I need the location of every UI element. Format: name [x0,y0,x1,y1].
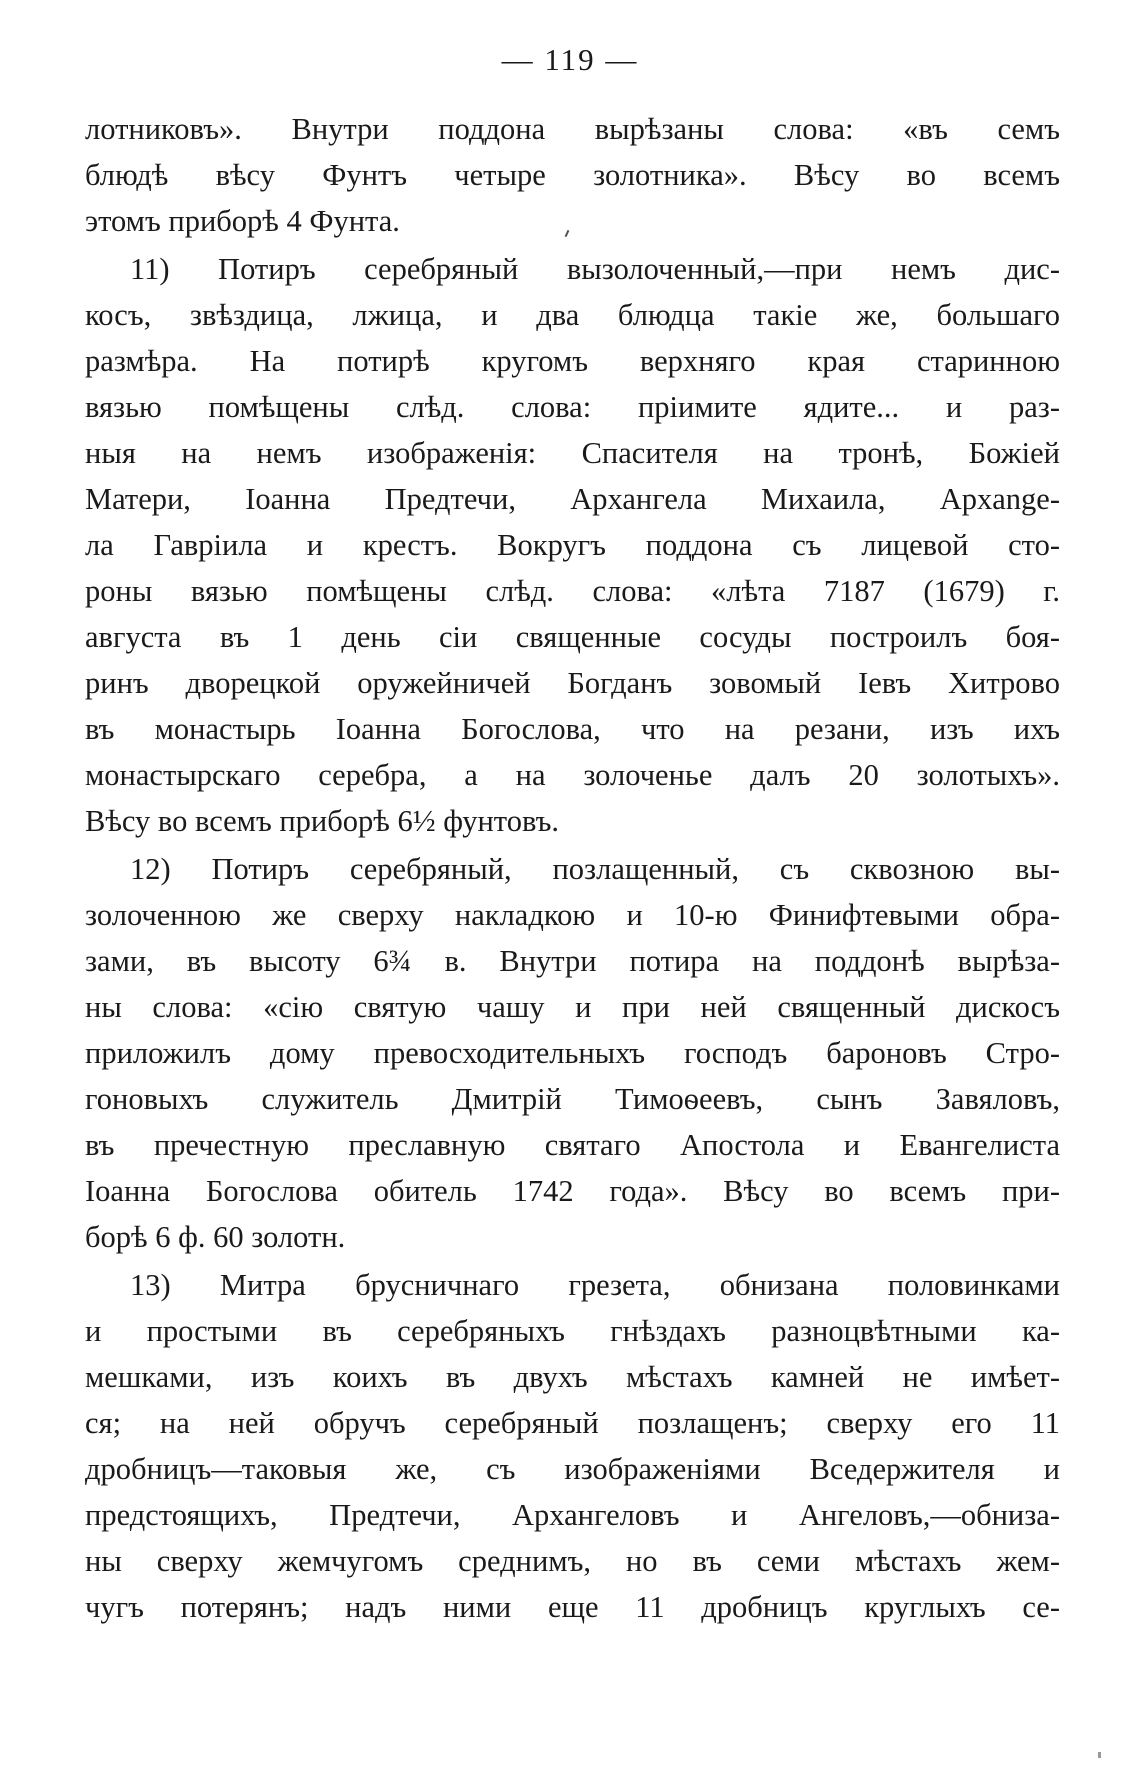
text-line: золоченною же сверху накладкою и 10-ю Финифтевыми обра- [85,898,1060,932]
text-line: чугъ потерянъ; надъ ними еще 11 дробницъ круглыхъ се- [85,1590,1060,1624]
text-line: 12) Потиръ серебряный, позлащенный, съ сквозною вы- [130,852,1060,886]
text-line: ныя на немъ изображенiя: Спасителя на тронѣ, Божiей [85,436,1060,470]
text-line: ны сверху жемчугомъ среднимъ, но въ семи мѣстахъ жем- [85,1544,1060,1578]
text-line: Вѣсу во всемъ приборѣ 6½ фунтовъ. [85,804,559,838]
text-line: ся; на ней обручъ серебряный позлащенъ; сверху его 11 [85,1406,1060,1440]
text-line: гоновыхъ служитель Дмитрiй Тимоѳеевъ, сынъ Завяловъ, [85,1082,1060,1116]
text-line: въ монастырь Iоанна Богослова, что на резани, изъ ихъ [85,712,1060,746]
text-line: размѣра. На потирѣ кругомъ верхняго края старинною [85,344,1060,378]
text-line: дробницъ—таковыя же, съ изображенiями Вседержителя и [85,1452,1060,1486]
text-line: Iоанна Богослова обитель 1742 года». Вѣсу во всемъ при- [85,1174,1060,1208]
text-line: приложилъ дому превосходительныхъ господъ бароновъ Стро- [85,1036,1060,1070]
text-line: лотниковъ». Внутри поддона вырѣзаны слова: «въ семъ [85,112,1060,146]
corner-mark [1098,1752,1101,1758]
text-line: ринъ дворецкой оружейничей Богданъ зовомый Iевъ Хитрово [85,666,1060,700]
text-line: борѣ 6 ф. 60 золотн. [85,1220,346,1254]
text-line: мешками, изъ коихъ въ двухъ мѣстахъ камней не имѣет- [85,1360,1060,1394]
text-line: предстоящихъ, Предтечи, Архангеловъ и Ангеловъ,—обниза- [85,1498,1060,1532]
text-line: въ пречестную преславную святаго Апостола и Евангелиста [85,1128,1060,1162]
text-line: ны слова: «сiю святую чашу и при ней священный дискосъ [85,990,1060,1024]
text-line: монастырскаго серебра, а на золоченье далъ 20 золотыхъ». [85,758,1060,792]
text-line: ла Гаврiила и крестъ. Вокругъ поддона съ лицевой сто- [85,528,1060,562]
text-line: Матери, Iоанна Предтечи, Архангела Михаила, Архange- [85,482,1060,516]
text-line: вязью помѣщены слѣд. слова: прiимите ядите... и раз- [85,390,1060,424]
text-line: августа въ 1 день сiи священные сосуды построилъ боя- [85,620,1060,654]
text-line: косъ, звѣздица, лжица, и два блюдца такiе же, большаго [85,298,1060,332]
text-line: 13) Митра брусничнаго грезета, обнизана половинками [130,1268,1060,1302]
page-number: — 119 — [501,42,639,77]
text-line: блюдѣ вѣсу Фунтъ четыре золотника». Вѣсу во всемъ [85,158,1060,192]
text-line: и простыми въ серебряныхъ гнѣздахъ разноцвѣтными ка- [85,1314,1060,1348]
text-line: 11) Потиръ серебряный вызолоченный,—при немъ дис- [130,252,1060,286]
text-line: этомъ приборѣ 4 Фунта. [85,204,400,238]
text-line: зами, въ высоту 6¾ в. Внутри потира на поддонѣ вырѣза- [85,944,1060,978]
text-line: роны вязью помѣщены слѣд. слова: «лѣта 7187 (1679) г. [85,574,1060,608]
